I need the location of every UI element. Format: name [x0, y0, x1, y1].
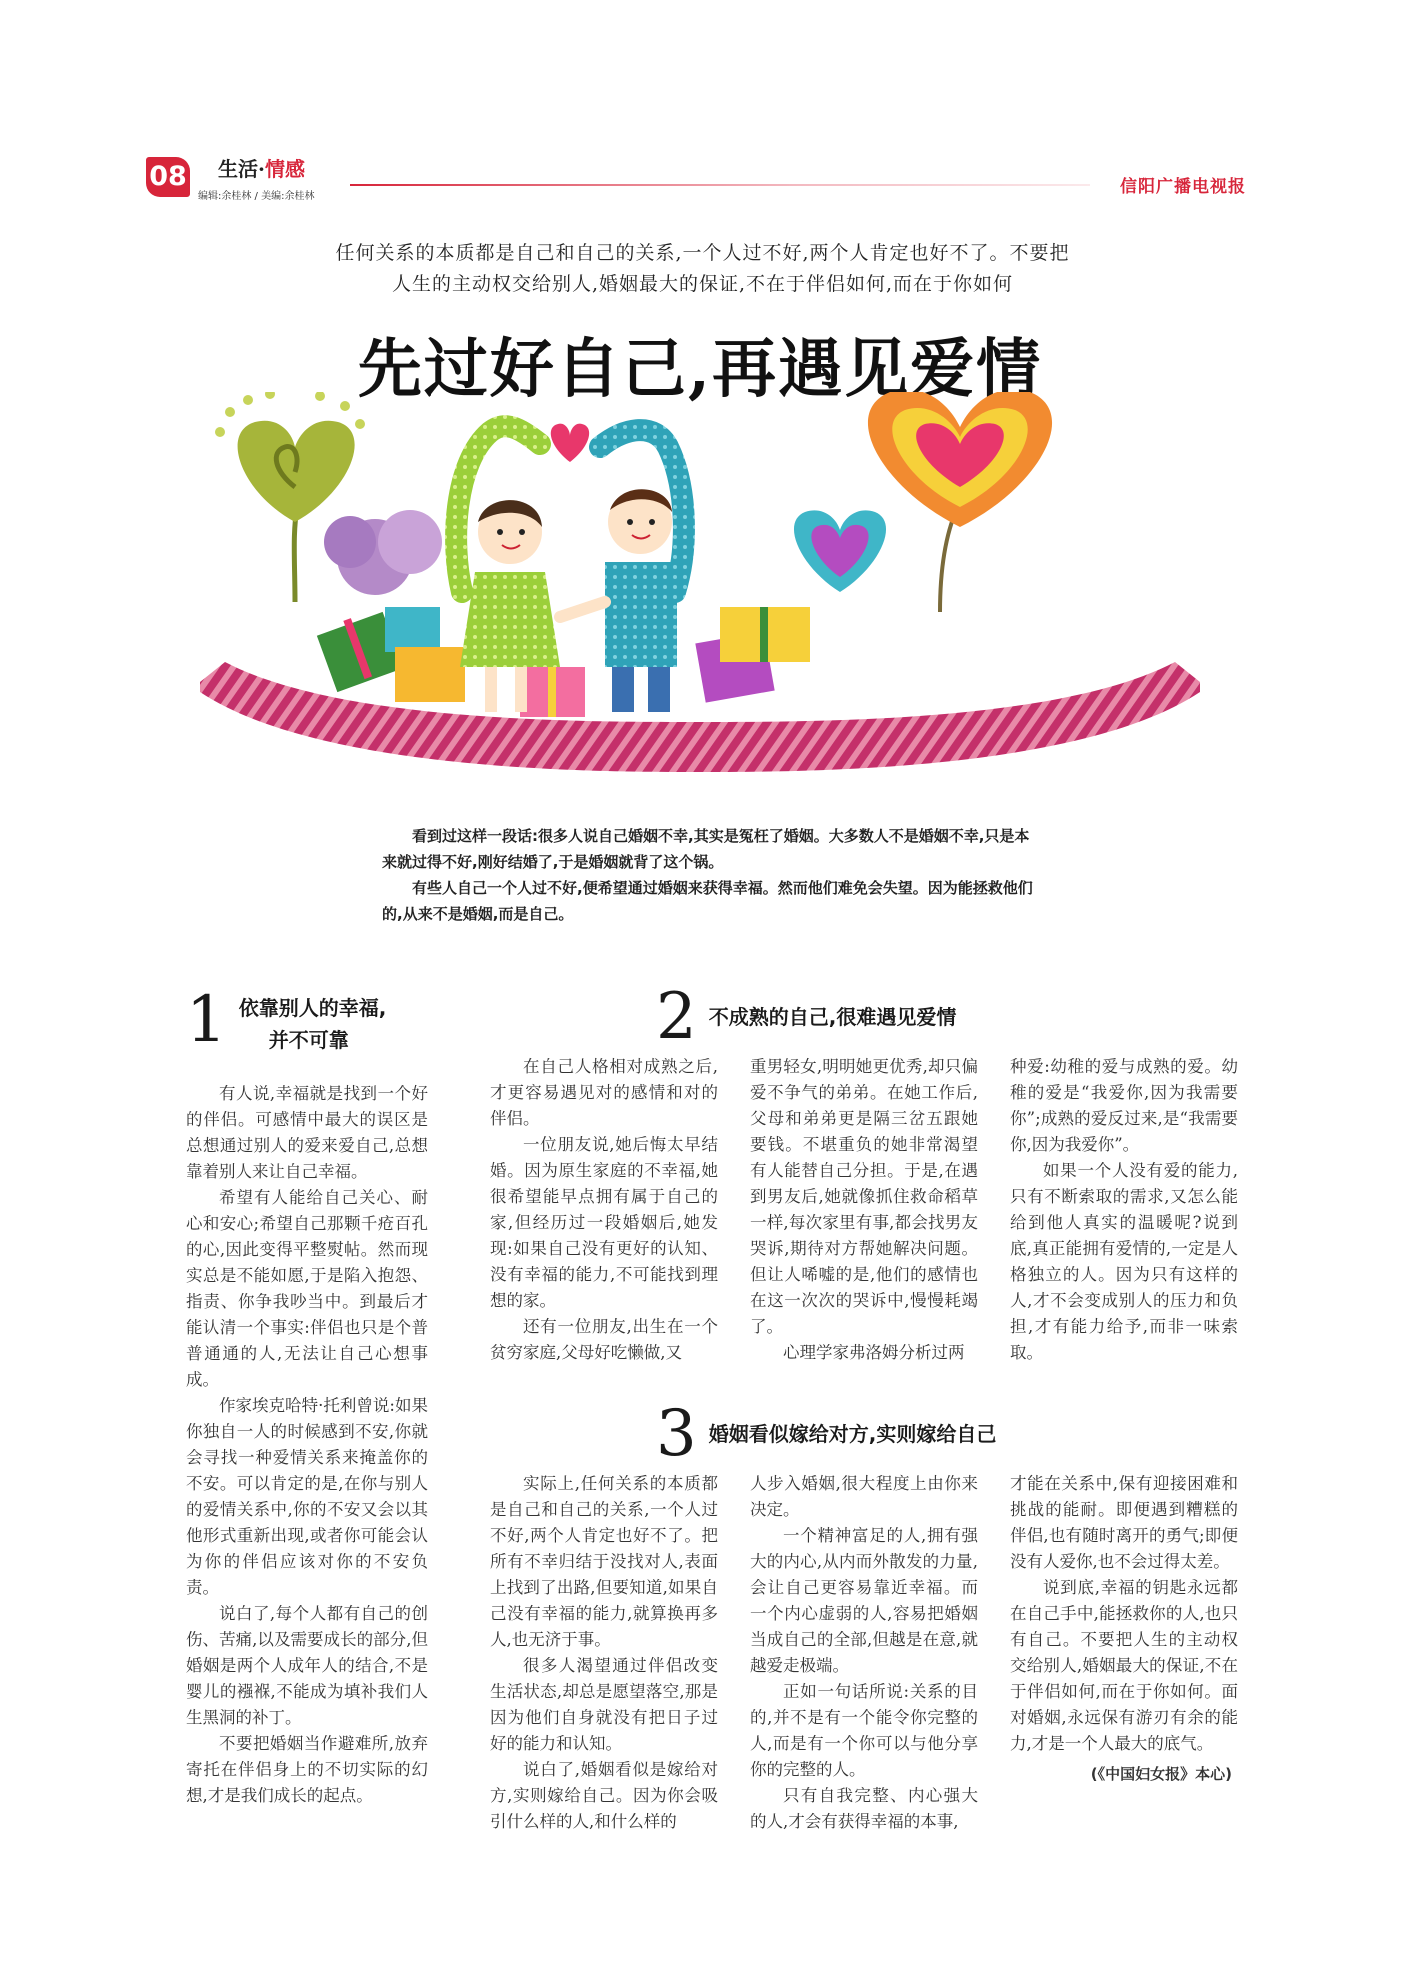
lede-line-1: 任何关系的本质都是自己和自己的关系,一个人过不好,两个人肯定也好不了。不要把	[335, 242, 1070, 264]
section-2-paragraph: 如果一个人没有爱的能力,只有不断索取的需求,又怎么能给到他人真实的温暖呢?说到底,真正能拥有爱情的,一定是人格独立的人。因为只有这样的人,才不会变成别人的压力和负担,才有能力给予,而非一味索取。	[1010, 1161, 1238, 1362]
section-1-title-line-2: 并不可靠	[268, 1028, 349, 1052]
section-2-paragraph: 在自己人格相对成熟之后,才更容易遇见对的感情和对的伴侣。	[490, 1057, 718, 1128]
section-main: 生活·	[218, 157, 265, 181]
rainbow-heart-icon	[794, 392, 1052, 612]
section-3-paragraph: 很多人渴望通过伴侣改变生活状态,却总是愿望落空,那是因为他们自身就没有把日子过好的能力和认知。	[490, 1656, 718, 1753]
section-2-number: 2	[656, 980, 697, 1054]
page-number: 08	[146, 157, 190, 197]
section-1-paragraph: 作家埃克哈特·托利曾说:如果你独自一人的时候感到不安,你就会寻找一种爱情关系来掩盖你的不安。可以肯定的是,在你与别人的爱情关系中,你的不安又会以其他形式重新出现,或者你可能会认为你的伴侣应该对你的不安负责。	[186, 1396, 428, 1597]
lede	[240, 238, 1165, 300]
section-3-paragraph: 人步入婚姻,很大程度上由你来决定。	[750, 1474, 978, 1519]
section-3-paragraph: 只有自我完整、内心强大的人,才会有获得幸福的本事,	[750, 1786, 978, 1831]
section-1-paragraph: 不要把婚姻当作避难所,放弃寄托在伴侣身上的不切实际的幻想,才是我们成长的起点。	[186, 1734, 428, 1805]
floating-heart-icon	[551, 424, 589, 462]
purple-bush-icon	[324, 510, 442, 595]
section-3-column-2	[750, 1471, 978, 1835]
section-2-title: 不成熟的自己,很难遇见爱情	[708, 1005, 957, 1029]
section-title	[218, 153, 305, 182]
section-3-paragraph: 说白了,婚姻看似是嫁给对方,实则嫁给自己。因为你会吸引什么样的人,和什么样的	[490, 1760, 718, 1831]
section-2-paragraph: 重男轻女,明明她更优秀,却只偏爱不争气的弟弟。在她工作后,父母和弟弟更是隔三岔五跟她要钱。不堪重负的她非常渴望有人能替自己分担。于是,在遇到男友后,她就像抓住救命稻草一样,每次家里有事,都会找男友哭诉,期待对方帮她解决问题。但让人唏嘘的是,他们的感情也在这一次次的哭诉中,慢慢耗竭了。	[750, 1057, 978, 1336]
section-1-title-line-1: 依靠别人的幸福,	[238, 996, 387, 1020]
section-3-paragraph: 说到底,幸福的钥匙永远都在自己手中,能拯救你的人,也只有自己。不要把人生的主动权交给别人,婚姻最大的保证,不在于伴侣如何,而在于你如何。面对婚姻,永远保有游刃有余的能力,才是一个人最大的底气。	[1010, 1578, 1238, 1753]
gift-boxes-icon	[317, 607, 810, 717]
section-2-heading	[656, 980, 957, 1054]
section-3-column-1	[490, 1471, 718, 1835]
couple-illustration	[200, 392, 1200, 772]
section-2-paragraph: 还有一位朋友,出生在一个贫穷家庭,父母好吃懒做,又	[490, 1317, 718, 1362]
section-1-number: 1	[186, 983, 227, 1057]
intro-paragraph-1: 看到过这样一段话:很多人说自己婚姻不幸,其实是冤枉了婚姻。大多数人不是婚姻不幸,只是本来就过得不好,刚好结婚了,于是婚姻就背了这个锅。	[382, 827, 1030, 871]
lede-line-2: 人生的主动权交给别人,婚姻最大的保证,不在于伴侣如何,而在于你如何	[391, 273, 1014, 295]
intro-block	[382, 823, 1034, 927]
section-2-column-2	[750, 1054, 978, 1366]
intro-paragraph-2: 有些人自己一个人过不好,便希望通过婚姻来获得幸福。然而他们难免会失望。因为能拯救他们的,从来不是婚姻,而是自己。	[382, 879, 1033, 923]
headline: 先过好自己,再遇见爱情	[357, 332, 1043, 407]
section-1-paragraph: 说白了,每个人都有自己的创伤、苦痛,以及需要成长的部分,但婚姻是两个人成年人的结合,不是婴儿的襁褓,不能成为填补我们人生黑洞的补丁。	[186, 1604, 428, 1727]
section-sub: 情感	[264, 157, 305, 181]
section-1-paragraph: 希望有人能给自己关心、耐心和安心;希望自己那颗千疮百孔的心,因此变得平整熨帖。然而现实总是不能如愿,于是陷入抱怨、指责、你争我吵当中。到最后才能认清一个事实:伴侣也只是个普普通通的人,无法让自己心想事成。	[186, 1188, 428, 1389]
section-2-paragraph: 心理学家弗洛姆分析过两	[783, 1343, 965, 1362]
section-1-heading	[186, 983, 439, 1057]
section-3-column-3	[1010, 1471, 1238, 1787]
section-3-paragraph: 一个精神富足的人,拥有强大的内心,从内而外散发的力量,会让自己更容易靠近幸福。而一个内心虚弱的人,容易把婚姻当成自己的全部,但越是在意,就越爱走极端。	[750, 1526, 978, 1675]
section-1-column	[186, 1081, 428, 1809]
article-source: (《中国妇女报》本心)	[1090, 1765, 1232, 1783]
section-2-column-1	[490, 1054, 718, 1366]
section-3-number: 3	[656, 1397, 697, 1471]
section-3-title: 婚姻看似嫁给对方,实则嫁给自己	[708, 1422, 997, 1446]
section-3-paragraph: 实际上,任何关系的本质都是自己和自己的关系,一个人过不好,两个人肯定也好不了。把所有不幸归结于没找对人,表面上找到了出路,但要知道,如果自己没有幸福的能力,就算换再多人,也无济于事。	[490, 1474, 718, 1649]
section-3-paragraph: 正如一句话所说:关系的目的,并不是有一个能令你完整的人,而是有一个你可以与他分享你的完整的人。	[750, 1682, 978, 1779]
section-2-column-3	[1010, 1054, 1238, 1366]
header-divider	[350, 184, 1090, 186]
section-1-paragraph: 有人说,幸福就是找到一个好的伴侣。可感情中最大的误区是总想通过别人的爱来爱自己,总想靠着别人来让自己幸福。	[186, 1084, 428, 1181]
section-3-paragraph: 才能在关系中,保有迎接困难和挑战的能耐。即便遇到糟糕的伴侣,也有随时离开的勇气;即便没有人爱你,也不会过得太差。	[1010, 1474, 1238, 1571]
newspaper-name: 信阳广播电视报	[1120, 177, 1246, 197]
section-2-paragraph: 一位朋友说,她后悔太早结婚。因为原生家庭的不幸福,她很希望能早点拥有属于自己的家,但经历过一段婚姻后,她发现:如果自己没有更好的认知、没有幸福的能力,不可能找到理想的家。	[490, 1135, 718, 1310]
section-2-paragraph: 种爱:幼稚的爱与成熟的爱。幼稚的爱是“我爱你,因为我需要你”;成熟的爱反过来,是“我需要你,因为我爱你”。	[1010, 1057, 1238, 1154]
section-1-title	[239, 990, 439, 1056]
editor-credit: 编辑:余桂林 / 美编:余桂林	[198, 191, 315, 202]
section-3-heading	[656, 1397, 997, 1471]
